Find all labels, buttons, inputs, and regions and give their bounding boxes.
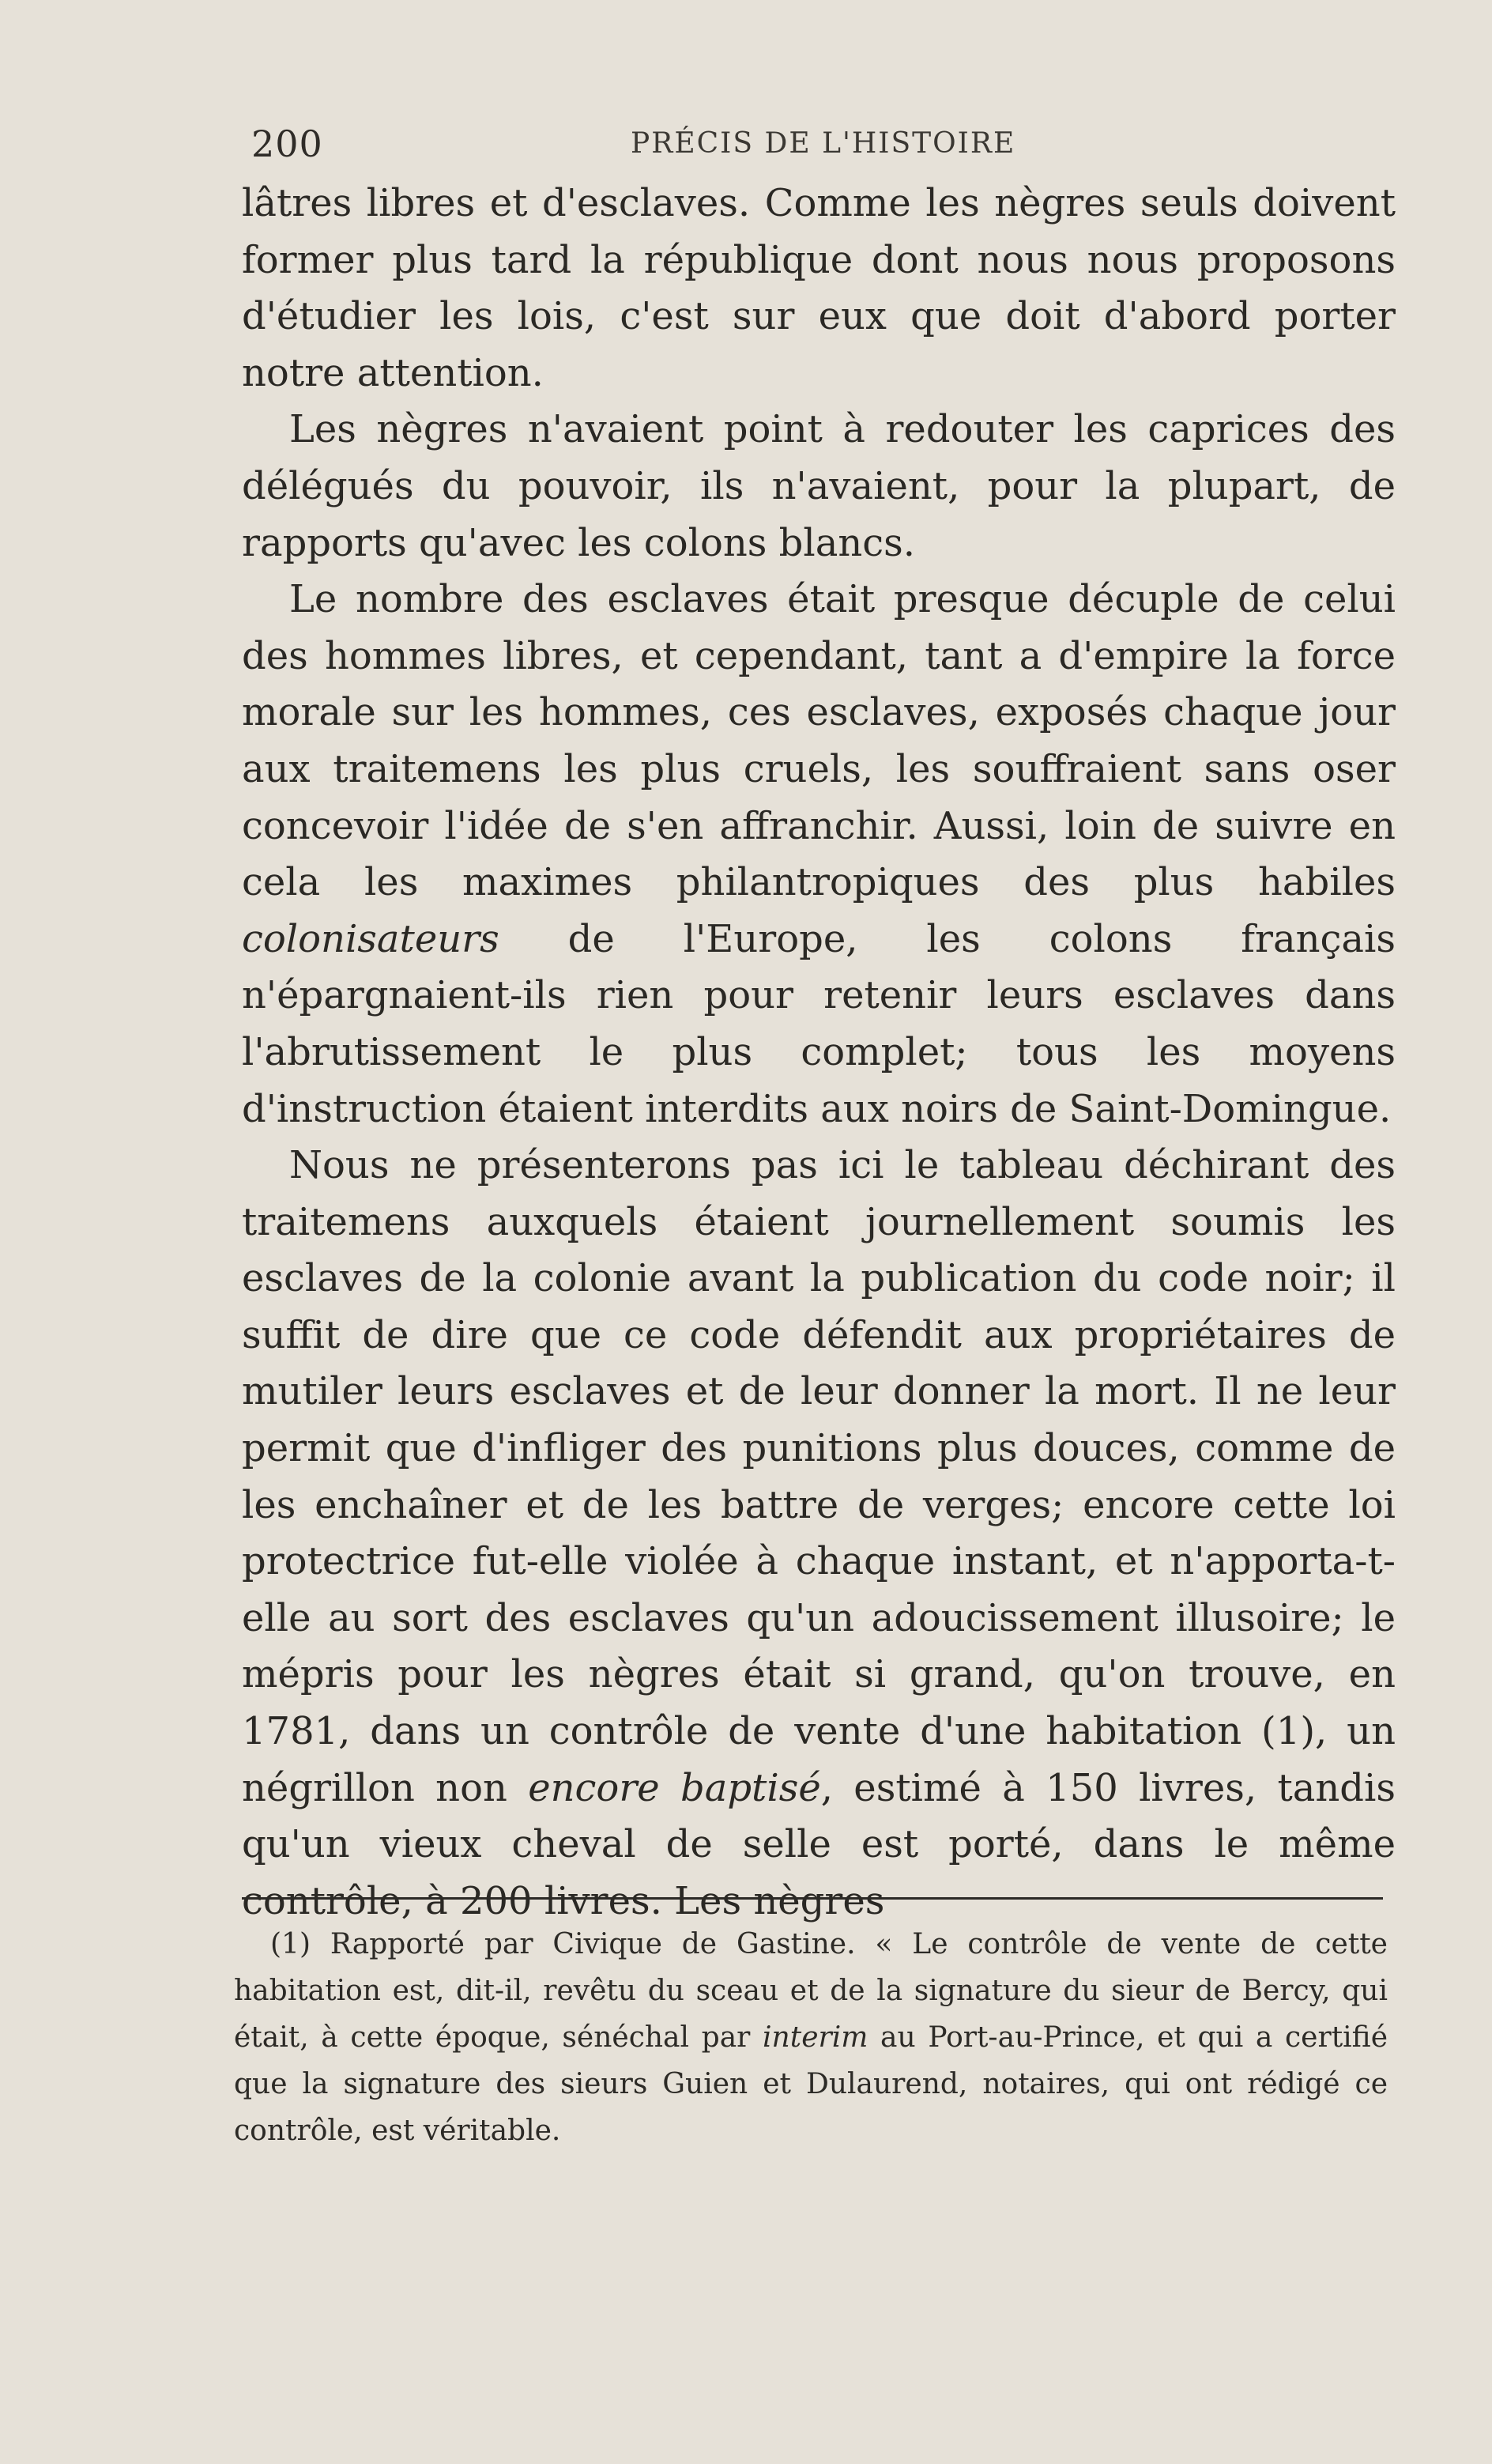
paragraph-3-text-a: Le nombre des esclaves était presque décuple de celui des hommes libres, et cependant, tant a d'empire la force morale sur les hommes, ces esclaves, exposés chaque jour aux traitemens les plus cruels, les souffraient sans oser concevoir l'idée de s'en affranchir. Aussi, loin de suivre en cela les maximes philantropiques des plus habiles [242, 577, 1396, 905]
paragraph-4-text-b: , estimé à 150 livres, tandis qu'un vieux cheval de selle est porté, dans le même contrôle, à 200 livres. Les nègres [242, 1765, 1396, 1923]
paragraph-3-text-b: de l'Europe, les colons français n'épargnaient-ils rien pour retenir leurs esclaves dans l'abrutissement le plus complet; tous les moyens d'instruction étaient interdits aux noirs de Saint-Domingue. [242, 916, 1396, 1131]
running-title: PRÉCIS DE L'HISTOIRE [631, 127, 1016, 160]
paragraph-3-italic: colonisateurs [242, 916, 499, 961]
footnote-text-b: au Port-au-Prince, et qui a certifié que la signature des sieurs Guien et Dulaurend, notaires, qui ont rédigé ce contrôle, est véritable. [234, 2021, 1388, 2147]
paragraph-1: lâtres libres et d'esclaves. Comme les nègres seuls doivent former plus tard la république dont nous nous proposons d'étudier les lois, c'est sur eux que doit d'abord porter notre attention. [242, 181, 1396, 395]
footnote-divider [242, 1897, 1383, 1900]
body-text [242, 175, 1396, 1930]
page-number: 200 [251, 123, 323, 165]
paragraph-4-text-a: Nous ne présenterons pas ici le tableau déchirant des traitemens auxquels étaient journellement soumis les esclaves de la colonie avant la publication du code noir; il suffit de dire que ce code défendit aux propriétaires de mutiler leurs esclaves et de leur donner la mort. Il ne leur permit que d'infliger des punitions plus douces, comme de les enchaîner et de les battre de verges; encore cette loi protectrice fut-elle violée à chaque instant, et n'apporta-t-elle au sort des esclaves qu'un adoucissement illusoire; le mépris pour les nègres était si grand, qu'on trouve, en 1781, dans un contrôle de vente d'une habitation (1), un négrillon non [242, 1143, 1396, 1810]
footnote-text [234, 1921, 1388, 2154]
footnote [234, 1921, 1388, 2154]
paragraph-3 [242, 572, 1396, 1138]
footnote-text-a: (1) Rapporté par Civique de Gastine. « Le contrôle de vente de cette habitation est, dit-il, revêtu du sceau et de la signature du sieur de Bercy, qui était, à cette époque, sénéchal par [234, 1928, 1388, 2054]
page-header [251, 123, 1392, 170]
paragraph-4-italic: encore baptisé [528, 1765, 821, 1810]
paragraph-2: Les nègres n'avaient point à redouter les caprices des délégués du pouvoir, ils n'avaient, pour la plupart, de rapports qu'avec les colons blancs. [242, 407, 1396, 565]
footnote-italic: interim [763, 2021, 868, 2054]
paragraph-4 [242, 1138, 1396, 1930]
